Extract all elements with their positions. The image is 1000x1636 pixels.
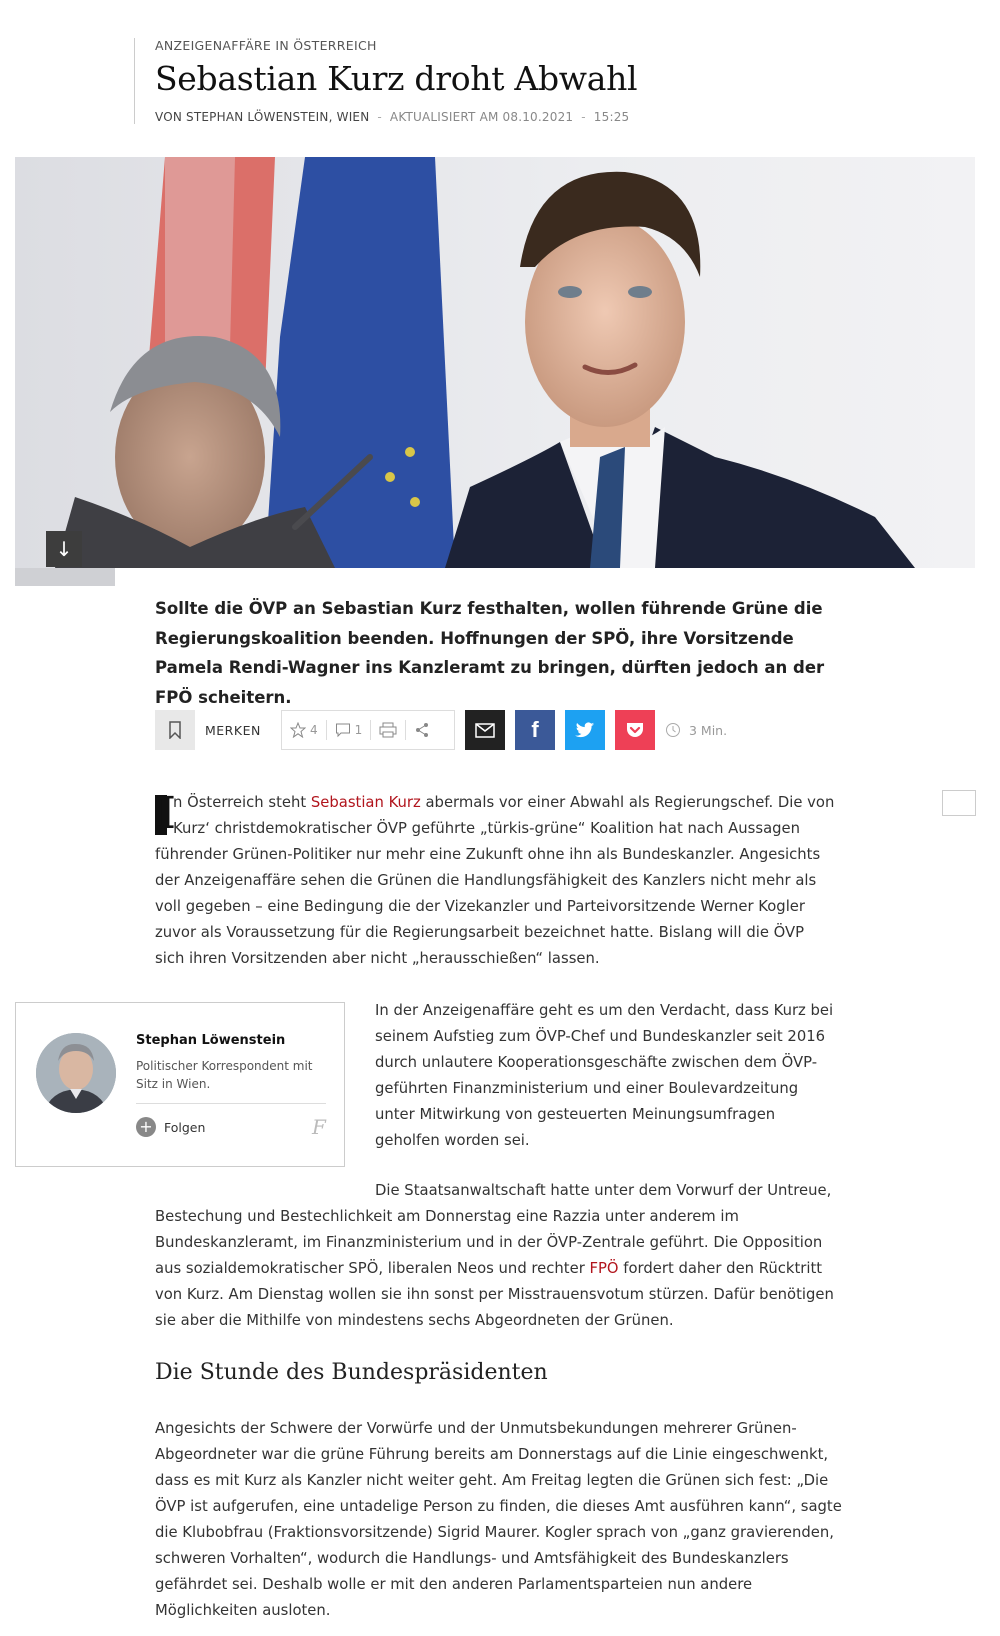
updated-time: 15:25 [593, 109, 630, 124]
link-fpo[interactable]: FPÖ [589, 1260, 619, 1277]
article-paragraph [155, 1178, 835, 1334]
hero-photo [15, 157, 975, 568]
read-time [665, 710, 727, 750]
paragraph-text: Die Staatsanwaltschaft hatte unter dem Vorwurf der Untreue, Bestechung und Bestechlichkeit am Donnerstag eine Razzia unter anderem im Bundeskanzleramt, im Finanzministerium und in der ÖVP-Zentrale geführt. Die Opposition aus sozialdemokratischer SPÖ, liberalen Neos und rechter [155, 1182, 832, 1277]
article-title: Sebastian Kurz droht Abwahl [155, 59, 638, 98]
paragraph-text: fordert daher den Rücktritt von Kurz. Am Dienstag wollen sie ihn sonst per Misstrauensvotum stürzen. Dafür benötigen sie aber die Mithilfe von mindestens sechs Abgeordneten der Grünen. [155, 1260, 834, 1329]
hero-image [15, 157, 975, 568]
article-toolbar [155, 710, 855, 750]
paragraph-text: n Österreich steht [173, 794, 311, 811]
action-group [281, 710, 455, 750]
print-icon [379, 722, 397, 738]
article-kicker: ANZEIGENAFFÄRE IN ÖSTERREICH [155, 38, 377, 53]
merken-button[interactable] [155, 710, 261, 750]
meta-separator: - [377, 109, 382, 124]
divider [405, 720, 406, 740]
divider [370, 720, 371, 740]
mail-share-button[interactable] [465, 710, 505, 750]
favorites-button[interactable] [290, 722, 318, 738]
divider [136, 1103, 326, 1104]
meta-separator: - [581, 109, 586, 124]
updated-date: AKTUALISIERT AM 08.10.2021 [389, 109, 574, 124]
favorites-count: 4 [310, 723, 318, 737]
article-meta [155, 110, 854, 124]
article-paragraph: In der Anzeigenaffäre geht es um den Verdacht, dass Kurz bei seinem Aufstieg zum ÖVP-Chef und Bundeskanzler seit 2016 durch unlautere Kooperationsgeschäfte zwischen dem ÖVP-geführten Finanzministerium und einer Boulevardzeitung unter Mitwirkung von gesteuerten Meinungsumfragen geholfen worden sei. [375, 1002, 834, 1149]
divider [326, 720, 327, 740]
follow-label[interactable]: Folgen [164, 1119, 206, 1135]
avatar[interactable] [36, 1033, 116, 1113]
author-name[interactable]: Stephan Löwenstein [136, 1033, 286, 1048]
follow-button[interactable] [136, 1117, 205, 1137]
comments-count: 1 [354, 723, 363, 737]
twitter-share-button[interactable] [565, 710, 605, 750]
comments-button[interactable] [335, 722, 363, 738]
clock-icon [665, 722, 681, 738]
pocket-icon [625, 721, 645, 739]
read-time-label: 3 Min. [689, 722, 728, 738]
merken-label[interactable]: MERKEN [205, 722, 261, 738]
author-role: Politischer Korrespondent mit Sitz in Wien. [136, 1059, 313, 1091]
side-widget[interactable] [942, 790, 976, 816]
paragraph-text: abermals vor einer Abwahl als Regierungschef. Die von Kurz‘ christdemokratischer ÖVP geführte „türkis-grüne“ Koalition hat nach Aussagen führender Grünen-Politiker nur mehr eine Zukunft ohne ihn als Bundeskanzler. Angesichts der Anzeigenaffäre sehen die Grünen die Handlungsfähigkeit des Kanzlers nicht mehr als voll gegeben – eine Bedingung die der Vizekanzler und Parteivorsitzende Werner Kogler zuvor als Voraussetzung für die Regierungsarbeit bezeichnet hatte. Bislang will die ÖVP sich ihren Vorsitzenden aber nicht „herausschießen“ lassen. [155, 794, 835, 967]
dropcap: I [155, 788, 176, 839]
print-button[interactable] [379, 722, 397, 738]
article-paragraph: Angesichts der Schwere der Vorwürfe und der Unmutsbekundungen mehrerer Grünen-Abgeordneter war die grüne Führung bereits am Donnerstags auf die Linie eingeschwenkt, dass es mit Kurz als Kanzler nicht weiter geht. Am Freitag legten die Grünen sich fest: „Die ÖVP ist aufgerufen, eine untadelige Person zu finden, die dieses Amt ausführen kann“, sagte die Klubobfrau (Fraktionsvorsitzende) Sigrid Maurer. Kogler sprach von „ganz gravierenden, schweren Vorhalten“, wodurch die Handlungs- und Amtsfähigkeit des Bundeskanzlers gefährdet sei. Deshalb wolle er mit den anderen Parlamentsparteien nun andere Möglichkeiten ausloten. [155, 1420, 842, 1619]
pocket-share-button[interactable] [615, 710, 655, 750]
byline: VON STEPHAN LÖWENSTEIN, WIEN [155, 109, 370, 124]
plus-icon: + [136, 1117, 156, 1137]
mail-icon [475, 723, 495, 738]
faz-logo-icon: F [312, 1115, 326, 1139]
bookmark-icon[interactable] [155, 710, 195, 750]
arrow-down-icon[interactable]: ↓ [46, 531, 82, 567]
article-lead: Sollte die ÖVP an Sebastian Kurz festhalten, wollen führende Grüne die Regierungskoalition beenden. Hoffnungen der SPÖ, ihre Vorsitzende Pamela Rendi-Wagner ins Kanzleramt zu bringen, dürften jedoch an der FPÖ scheitern. [155, 599, 825, 707]
twitter-icon [575, 722, 595, 739]
facebook-icon[interactable]: f [515, 710, 555, 750]
comment-icon [335, 722, 351, 738]
share-button[interactable] [414, 722, 430, 738]
link-sebastian-kurz[interactable]: Sebastian Kurz [310, 794, 421, 811]
author-card [15, 1002, 345, 1167]
hero-cutout [115, 568, 975, 586]
section-heading: Die Stunde des Bundespräsidenten [155, 1360, 548, 1385]
share-icon [414, 722, 430, 738]
star-icon [290, 722, 306, 738]
hero-caption-strip [15, 568, 115, 586]
article-header [134, 38, 854, 124]
article-paragraph [155, 790, 835, 972]
